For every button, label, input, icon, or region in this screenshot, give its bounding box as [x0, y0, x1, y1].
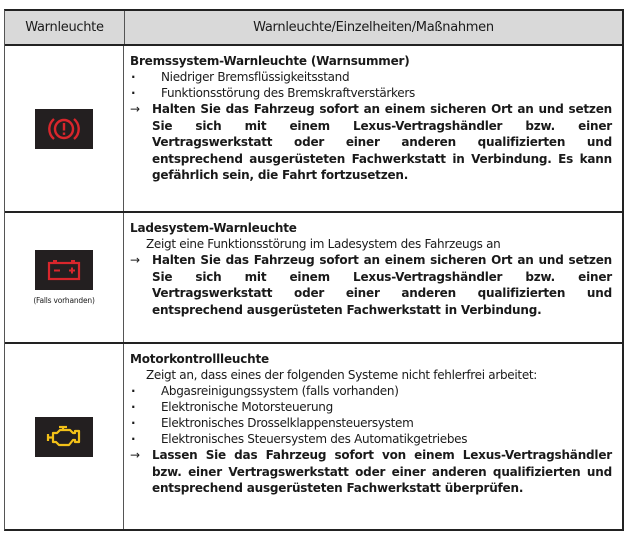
row-title: Ladesystem-Warnleuchte: [130, 221, 297, 235]
icon-cell: [5, 344, 124, 529]
list-item: · Elektronisches Steuersystem des Automatikgetriebes: [130, 431, 612, 447]
row-title: Motorkontrollleuchte: [130, 352, 269, 366]
details-cell: [124, 46, 622, 211]
action-text: → Halten Sie das Fahrzeug sofort an einem sicheren Ort an und setzen Sie sich mit einem Lexus-Vertragshändler bzw. einer Vertragswerkstatt oder einer anderen qualifizierten und entsprechend ausgerüsteten Fachwerkstatt in Verbindung.: [130, 253, 612, 317]
table-row-engine-check: [5, 344, 622, 529]
availability-note: (Falls vorhanden): [33, 296, 95, 305]
list-item: · Funktionsstörung des Bremskraftverstärkers: [130, 85, 612, 101]
description-text: Zeigt an, dass eines der folgenden Systeme nicht fehlerfrei arbeitet:: [146, 368, 538, 382]
arrow-right-icon: →: [130, 253, 140, 267]
table-row-charging-system: [5, 213, 622, 344]
action-text: → Halten Sie das Fahrzeug sofort an einem sicheren Ort an und setzen Sie sich mit einem Lexus-Vertragshändler bzw. einer Vertragswerkstatt oder einer anderen qualifizierten und entsprechend ausgerüsteten Fachwerkstatt in Verbindung. Es kann gefährlich sein, die Fahrt fortzusetzen.: [130, 102, 612, 182]
details-cell: [124, 213, 622, 342]
header-details-measures: Warnleuchte/Einzelheiten/Maßnahmen: [253, 20, 494, 35]
list-item: · Elektronische Motorsteuerung: [130, 399, 612, 415]
table-header: [5, 11, 622, 46]
icon-cell: [5, 46, 124, 211]
row-title: Bremssystem-Warnleuchte (Warnsummer): [130, 54, 410, 68]
list-item: · Niedriger Bremsflüssigkeitsstand: [130, 69, 612, 85]
action-text: → Lassen Sie das Fahrzeug sofort von einem Lexus-Vertragshändler bzw. einer Vertragswerkstatt oder einer anderen qualifizierten und entsprechend ausgerüsteten Fachwerkstatt überprüfen.: [130, 448, 612, 495]
details-cell: [124, 344, 622, 529]
engine-check-icon: [35, 417, 93, 457]
icon-cell: [5, 213, 124, 342]
arrow-right-icon: →: [130, 102, 140, 116]
table-row-brake-system: [5, 46, 622, 213]
battery-charging-icon: [35, 250, 93, 290]
brake-warning-icon: [35, 109, 93, 149]
list-item: · Abgasreinigungssystem (falls vorhanden): [130, 383, 612, 399]
description-text: Zeigt eine Funktionsstörung im Ladesystem des Fahrzeugs an: [146, 237, 501, 251]
header-warning-light: Warnleuchte: [5, 11, 125, 44]
list-item: · Elektronisches Drosselklappensteuersystem: [130, 415, 612, 431]
arrow-right-icon: →: [130, 448, 140, 462]
warning-light-table: [4, 9, 624, 531]
